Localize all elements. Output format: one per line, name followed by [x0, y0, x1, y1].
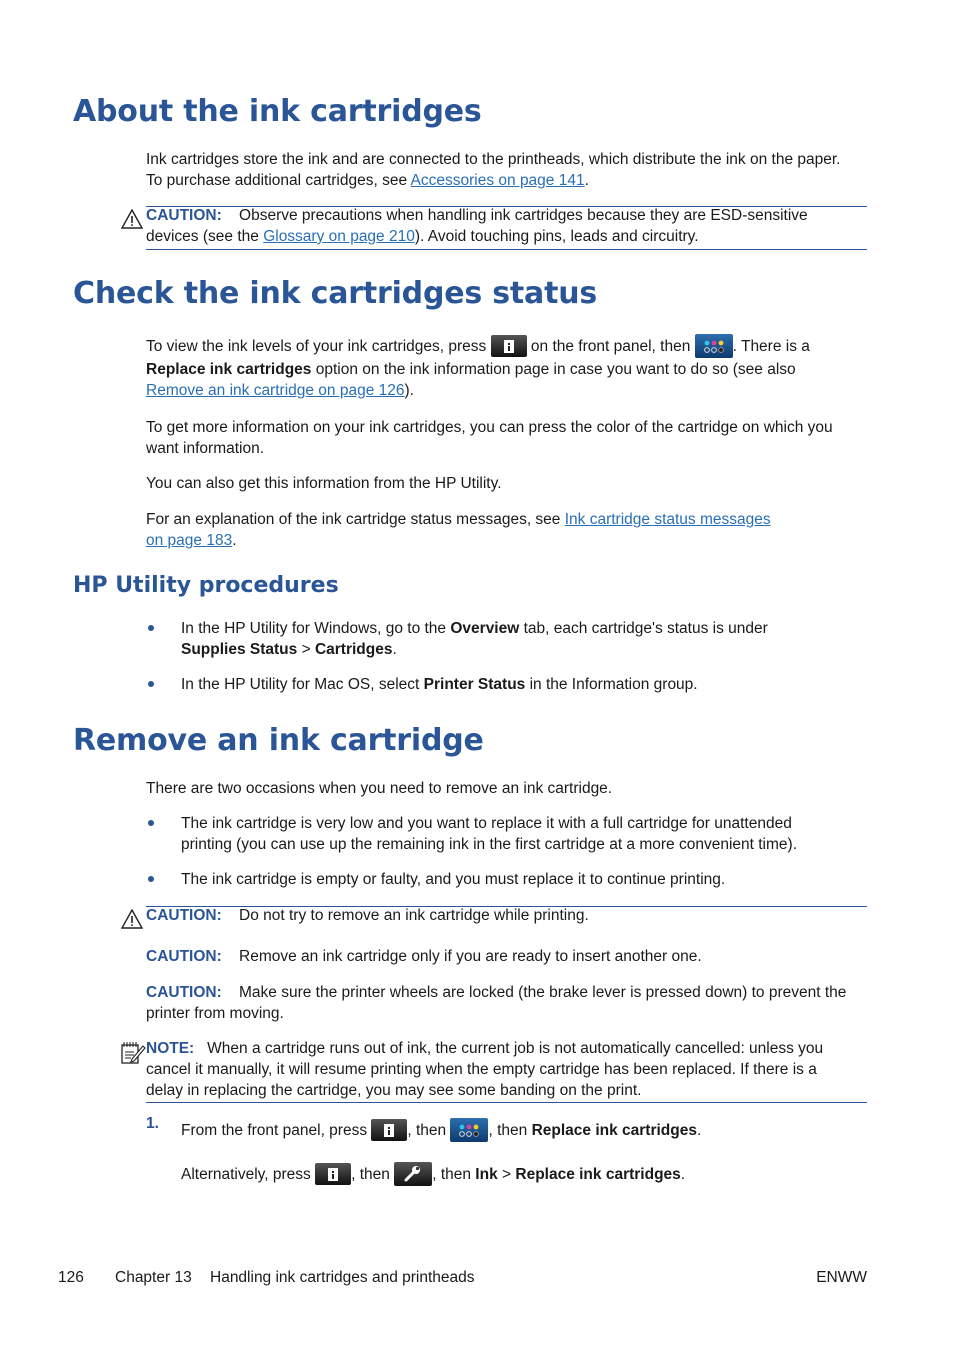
check-text-3: . There is a	[732, 338, 810, 356]
step-text-2: , then	[407, 1122, 451, 1140]
ink-button-icon	[450, 1118, 488, 1142]
caution-label: CAUTION:	[146, 207, 222, 224]
bullet-icon	[147, 681, 155, 689]
hp-text-3: .	[392, 641, 397, 658]
check-paragraph-1	[146, 335, 866, 401]
overview-tab-label: Overview	[450, 620, 520, 637]
footer-page-number: 126	[58, 1269, 84, 1286]
about-text-2: To purchase additional cartridges, see	[146, 172, 411, 189]
hp-utility-mac-item	[181, 674, 871, 695]
check-paragraph-3	[146, 473, 866, 494]
hp-text-2: tab, each cartridge's status is under	[519, 620, 768, 637]
remove-intro	[146, 778, 866, 799]
check-text-1: To view the ink levels of your ink cartridges, press	[146, 338, 491, 356]
alt-text-2: , then	[351, 1166, 395, 1184]
hp-text-1: In the HP Utility for Windows, go to the	[181, 620, 451, 637]
caution-text-2: devices (see the	[146, 228, 264, 245]
check-text-5: ).	[404, 382, 414, 399]
alt-text-3: , then	[432, 1166, 476, 1184]
check-paragraph-4	[146, 509, 866, 551]
accessories-link[interactable]: Accessories on page 141	[410, 172, 585, 189]
alt-text-4: .	[680, 1166, 686, 1184]
alt-text-1: Alternatively, press	[181, 1166, 316, 1184]
info-button-icon	[371, 1119, 407, 1141]
step-number: 1.	[146, 1115, 159, 1132]
caution-label: CAUTION:	[146, 907, 222, 924]
glossary-link[interactable]: Glossary on page 210	[263, 228, 415, 245]
caution-text-5: Remove an ink cartridge only if you are ready to insert another one.	[239, 948, 702, 965]
heading-check-status: Check the ink cartridges status	[73, 276, 598, 311]
hp-text-4: In the HP Utility for Mac OS, select	[181, 676, 424, 693]
note-label: NOTE:	[146, 1040, 195, 1057]
wrench-button-icon	[394, 1162, 432, 1186]
note-text-3: delay in replacing the cartridge, you may see some banding on the print.	[146, 1082, 642, 1099]
replace-ink-cartridges-label: Replace ink cartridges	[531, 1122, 697, 1140]
check-text-9: For an explanation of the ink cartridge status messages, see	[146, 511, 565, 528]
step-1	[181, 1119, 871, 1143]
about-text-1: Ink cartridges store the ink and are connected to the printheads, which distribute the ink on the paper.	[146, 151, 841, 168]
supplies-status-label: Supplies Status	[181, 641, 298, 658]
check-text-6: To get more information on your ink cartridges, you can press the color of the cartridge on which you	[146, 419, 833, 436]
caution-insert-another	[146, 946, 866, 967]
bullet-icon	[147, 876, 155, 884]
status-messages-page-link[interactable]: on page 183	[146, 532, 233, 549]
remove-text-3: The ink cartridge is empty or faulty, and you must replace it to continue printing.	[181, 871, 726, 888]
status-messages-link[interactable]: Ink cartridge status messages	[564, 511, 771, 528]
remove-occasion-empty	[181, 869, 871, 890]
remove-occasion-low	[181, 813, 871, 855]
check-text-4: option on the ink information page in case you want to do so (see also	[311, 361, 796, 378]
hp-separator: >	[297, 641, 315, 658]
check-text-7: want information.	[146, 440, 265, 457]
caution-label: CAUTION:	[146, 984, 222, 1001]
bullet-icon	[147, 625, 155, 633]
note-text-1: When a cartridge runs out of ink, the current job is not automatically cancelled: unless you	[207, 1040, 824, 1057]
caution-wheels-locked	[146, 982, 866, 1024]
step-1-alternative	[181, 1163, 871, 1187]
replace-ink-option: Replace ink cartridges	[146, 361, 312, 378]
cartridges-label: Cartridges	[314, 641, 393, 658]
footer-chapter: Chapter 13	[115, 1269, 192, 1286]
about-paragraph: Ink cartridges store the ink and are connected to the printheads, which distribute the ink on the paper. To purchase additional cartridges, see Accessories on page 141.	[146, 151, 841, 189]
check-text-10: .	[232, 532, 237, 549]
caution-text-1: Observe precautions when handling ink cartridges because they are ESD-sensitive	[239, 207, 808, 224]
caution-text-6: Make sure the printer wheels are locked (the brake lever is pressed down) to prevent the	[239, 984, 847, 1001]
step-text-3: , then	[488, 1122, 532, 1140]
caution-text-3: ). Avoid touching pins, leads and circuitry.	[414, 228, 699, 245]
note-rule-bottom	[146, 1102, 867, 1103]
replace-ink-cartridges-label: Replace ink cartridges	[515, 1166, 681, 1184]
remove-text-1: The ink cartridge is very low and you want to replace it with a full cartridge for unattended	[181, 815, 792, 832]
info-button-icon	[315, 1163, 351, 1185]
note-block	[146, 1038, 866, 1101]
caution-printing	[146, 905, 866, 926]
note-text-2: cancel it manually, it will resume printing when the empty cartridge has been replaced. If there is a	[146, 1061, 817, 1078]
alt-separator: >	[497, 1166, 516, 1184]
step-text-1: From the front panel, press	[181, 1122, 372, 1140]
caution-rule-bottom	[146, 249, 867, 250]
warning-triangle-icon	[121, 909, 143, 929]
info-button-icon	[491, 335, 527, 357]
remove-cartridge-link[interactable]: Remove an ink cartridge on page 126	[146, 382, 405, 399]
caution-text-4: Do not try to remove an ink cartridge while printing.	[239, 907, 589, 924]
remove-intro-text: There are two occasions when you need to remove an ink cartridge.	[146, 780, 613, 797]
printer-status-label: Printer Status	[423, 676, 526, 693]
check-text-2: on the front panel, then	[526, 338, 695, 356]
bullet-icon	[147, 820, 155, 828]
step-text-4: .	[697, 1122, 702, 1140]
check-text-8: You can also get this information from the HP Utility.	[146, 475, 502, 492]
caution-text-7: printer from moving.	[146, 1005, 284, 1022]
footer-chapter-title: Handling ink cartridges and printheads	[210, 1269, 475, 1286]
note-pad-icon	[120, 1041, 146, 1065]
caution-esd	[146, 205, 866, 247]
hp-text-5: in the Information group.	[525, 676, 698, 693]
warning-triangle-icon	[121, 209, 143, 229]
heading-remove: Remove an ink cartridge	[73, 723, 484, 758]
ink-button-icon	[695, 334, 733, 358]
footer-enww: ENWW	[816, 1269, 867, 1286]
check-paragraph-2	[146, 417, 866, 459]
caution-label: CAUTION:	[146, 948, 222, 965]
heading-about: About the ink cartridges	[73, 94, 482, 129]
remove-text-2: printing (you can use up the remaining ink in the first cartridge at a more convenient time).	[181, 836, 798, 853]
ink-menu-label: Ink	[475, 1166, 498, 1184]
hp-utility-windows-item	[181, 618, 871, 660]
heading-hp-utility: HP Utility procedures	[73, 573, 339, 598]
